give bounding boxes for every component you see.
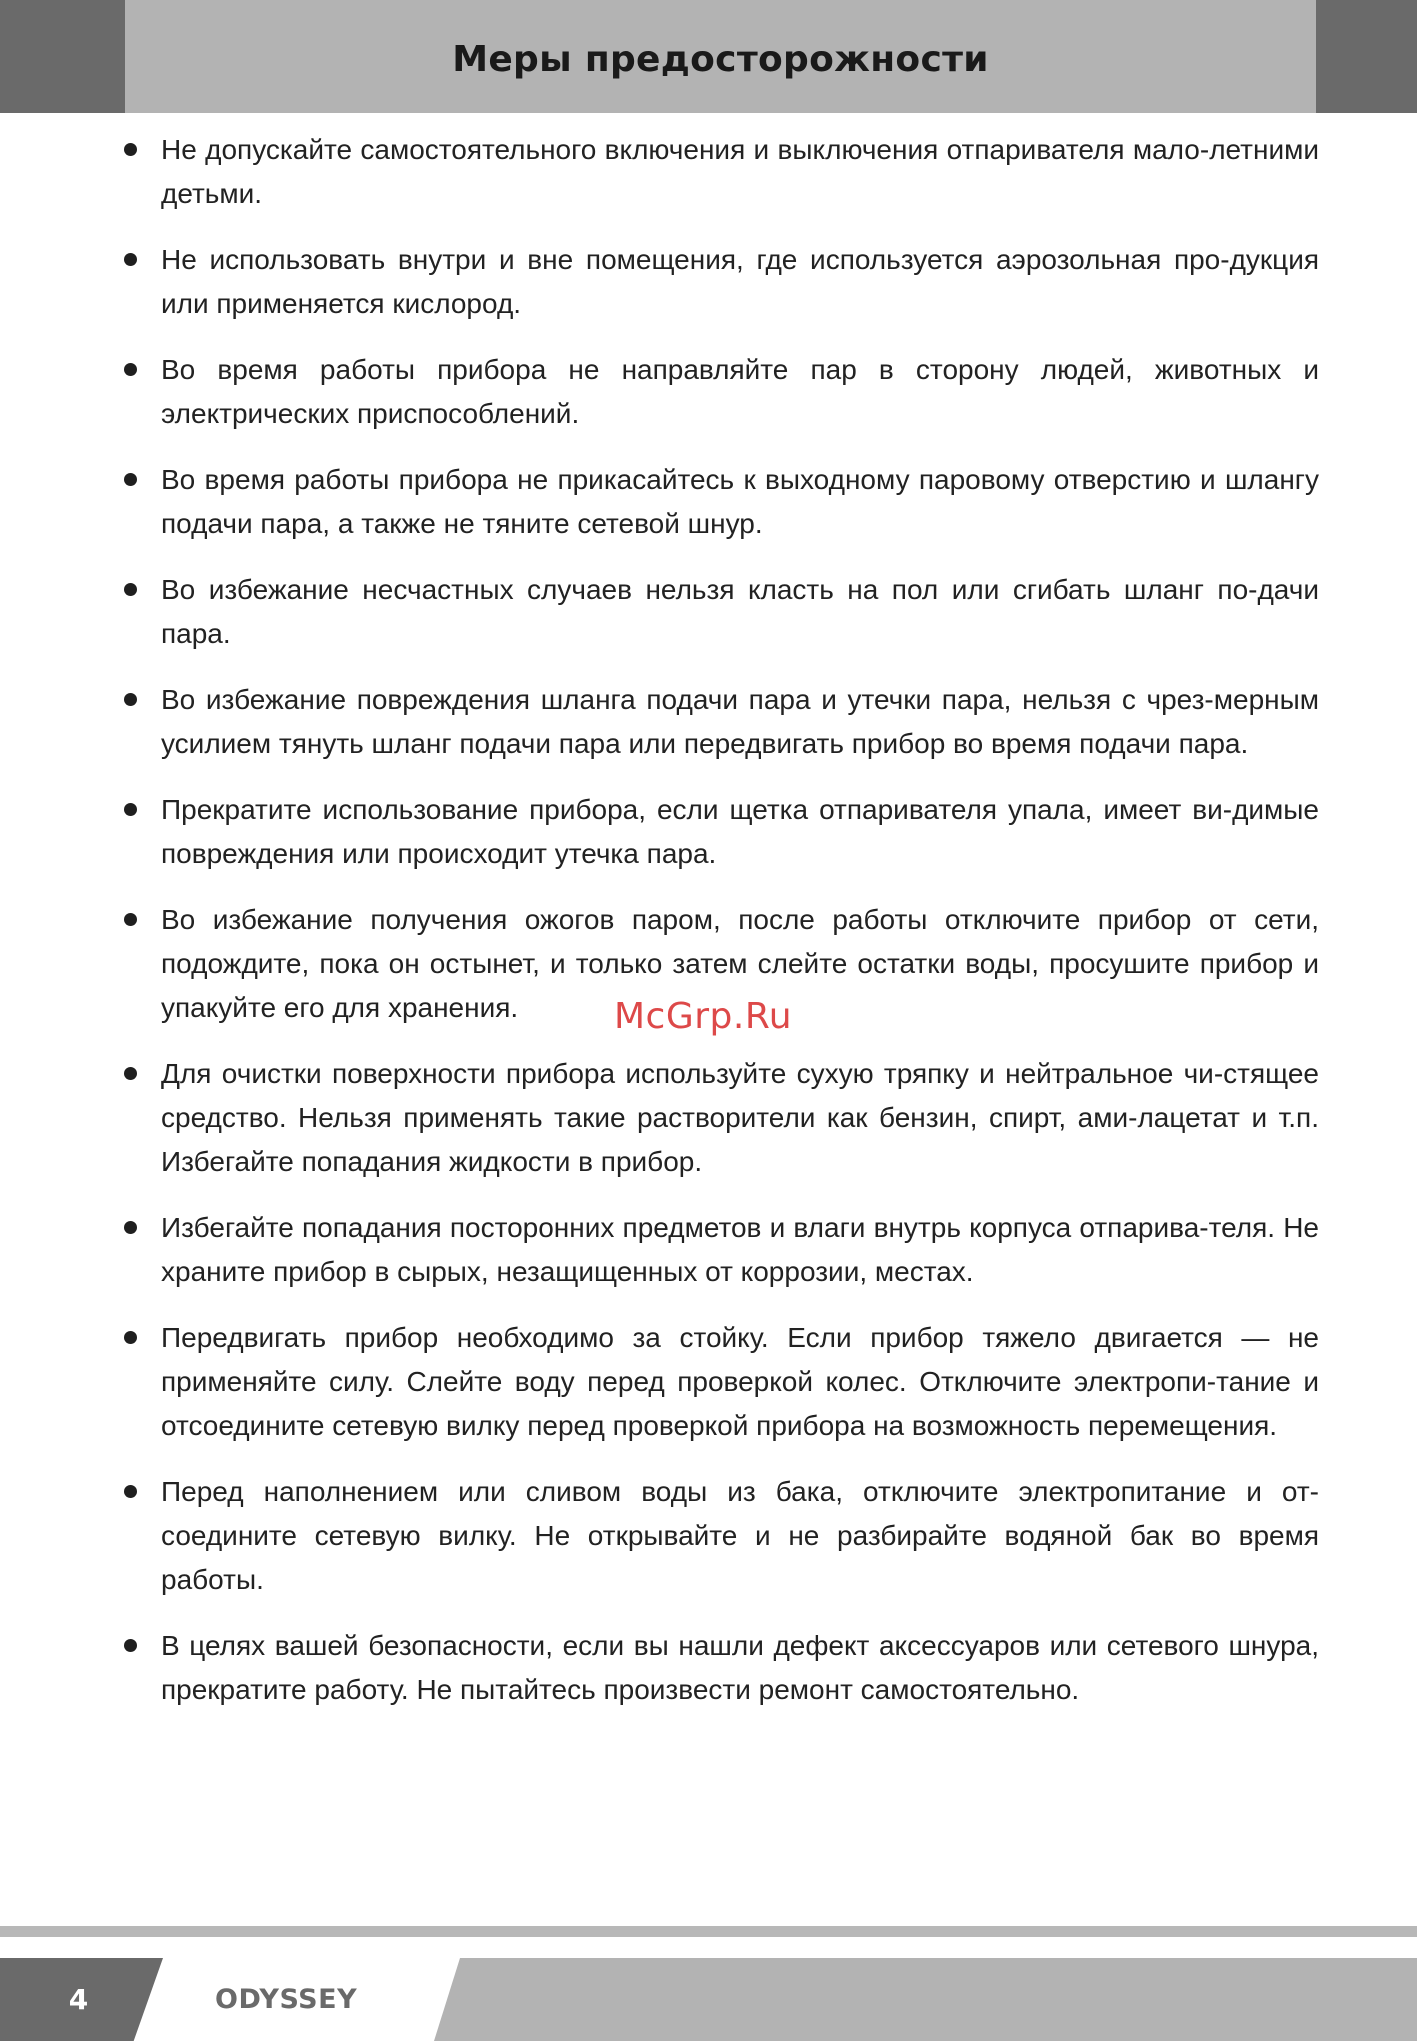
page-title: Меры предосторожности [452,39,989,80]
list-item [119,238,1319,326]
list-item-text: Для очистки поверхности прибора используйте сухую тряпку и нейтральное чи-стящее средство. Нельзя применять такие растворители как бензин, спирт, ами-лацетат и т.п. Избегайте попадания жидкости в прибор. [161,1058,1319,1177]
list-item [119,348,1319,436]
list-item [119,898,1319,1030]
page-footer [0,1958,1417,2041]
footer-right-block [434,1958,1417,2041]
bullet-icon [124,1639,137,1652]
list-item [119,678,1319,766]
bullet-icon [124,1221,137,1234]
bullet-icon [124,1067,137,1080]
list-item-text: Не использовать внутри и вне помещения, где используется аэрозольная про-дукция или применяется кислород. [161,244,1319,319]
list-item-text: Во время работы прибора не направляйте пар в сторону людей, животных и электрических приспособлений. [161,354,1319,429]
page-number-box [0,1958,160,2041]
list-item-text: Прекратите использование прибора, если щетка отпаривателя упала, имеет ви-димые повреждения или происходит утечка пара. [161,794,1319,869]
header-right-block [1316,0,1417,113]
bullet-icon [124,363,137,376]
bullet-icon [124,473,137,486]
list-item-text: Во избежание повреждения шланга подачи пара и утечки пара, нельзя с чрез-мерным усилием тянуть шланг подачи пара или передвигать прибор во время подачи пара. [161,684,1319,759]
list-item-text: Во время работы прибора не прикасайтесь к выходному паровому отверстию и шлангу подачи пара, а также не тяните сетевой шнур. [161,464,1319,539]
watermark-text: McGrp.Ru [614,996,793,1037]
list-item-text: Перед наполнением или сливом воды из бака, отключите электропитание и от-соедините сетевую вилку. Не открывайте и не разбирайте водяной бак во время работы. [161,1476,1319,1595]
brand-name: ODYSSEY [215,1984,358,2015]
list-item [119,1316,1319,1448]
list-item-text: Во избежание получения ожогов паром, после работы отключите прибор от сети, подождите, пока он остынет, и только затем слейте остатки воды, просушите прибор и упакуйте его для хранения. [161,904,1319,1023]
list-item-text: Избегайте попадания посторонних предметов и влаги внутрь корпуса отпарива-теля. Не храните прибор в сырых, незащищенных от коррозии, местах. [161,1212,1319,1287]
bullet-icon [124,583,137,596]
precautions-list [119,128,1319,1712]
list-item [119,1470,1319,1602]
footer-divider [0,1926,1417,1937]
list-item [119,1206,1319,1294]
bullet-icon [124,913,137,926]
header-title-bar [125,0,1316,113]
list-item [119,788,1319,876]
bullet-icon [124,803,137,816]
list-item [119,128,1319,216]
bullet-icon [124,1485,137,1498]
list-item-text: В целях вашей безопасности, если вы нашли дефект аксессуаров или сетевого шнура, прекратите работу. Не пытайтесь произвести ремонт самостоятельно. [161,1630,1319,1705]
list-item [119,458,1319,546]
bullet-icon [124,143,137,156]
list-item-text: Передвигать прибор необходимо за стойку. Если прибор тяжело двигается — не применяйте силу. Слейте воду перед проверкой колес. Отключите электропи-тание и отсоедините сетевую вилку перед проверкой прибора на возможность перемещения. [161,1322,1319,1441]
header-left-block [0,0,125,113]
list-item [119,1624,1319,1712]
precautions-content [119,128,1319,1734]
list-item [119,1052,1319,1184]
page-number: 4 [68,1983,89,2016]
bullet-icon [124,1331,137,1344]
list-item-text: Во избежание несчастных случаев нельзя класть на пол или сгибать шланг по-дачи пара. [161,574,1319,649]
list-item-text: Не допускайте самостоятельного включения и выключения отпаривателя мало-летними детьми. [161,134,1319,209]
bullet-icon [124,253,137,266]
bullet-icon [124,693,137,706]
list-item [119,568,1319,656]
page-header [0,0,1417,113]
